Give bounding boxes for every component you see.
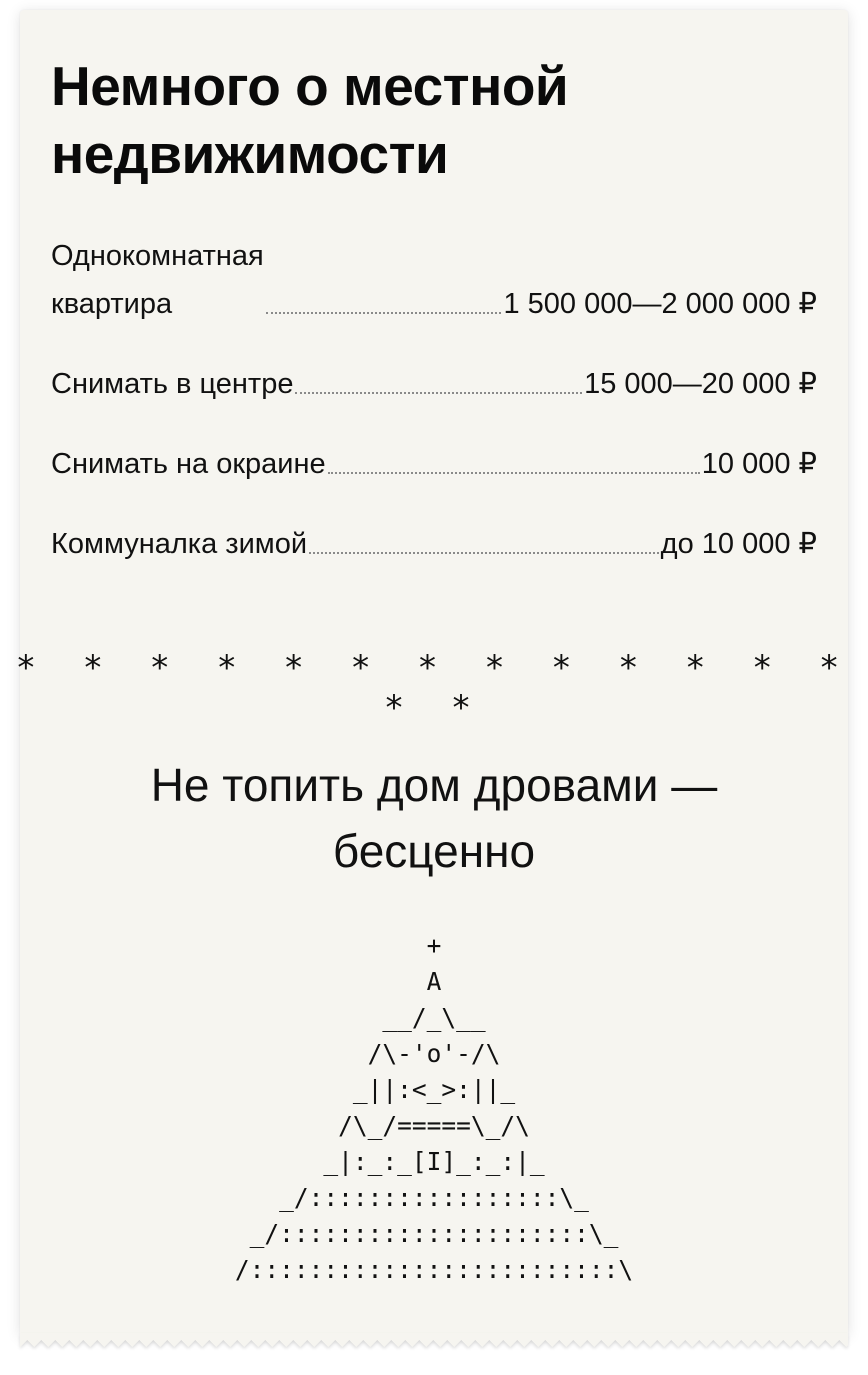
- price-row: [51, 232, 817, 328]
- price-label-line2: квартира: [51, 288, 173, 320]
- price-row: [51, 520, 817, 568]
- dot-leader: [295, 392, 582, 394]
- ascii-art-church: + A __/_\__ /\-'o'-/\ _||:<_>:||_ /\_/=====\_/\ _|:_:_[I]_:_:|_ _/:::::::::::::::::\_ _/:::::::::::::::::::::\_ /:::::::::::::::::::::::::\: [234, 931, 634, 1284]
- price-label: Коммуналка зимой: [51, 528, 308, 560]
- price-value: 1 500 000—2 000 000 ₽: [503, 288, 817, 320]
- price-row: [51, 440, 817, 488]
- price-list: [51, 232, 817, 568]
- price-value: до 10 000 ₽: [660, 528, 817, 560]
- tagline-line2: бесценно: [332, 825, 536, 877]
- price-label-line1: Однокомнатная: [51, 240, 264, 272]
- torn-edge: [20, 1333, 848, 1347]
- price-label: Снимать на окраине: [51, 448, 326, 480]
- star-divider: * * * * * * * * * * * * * * *: [15, 648, 853, 728]
- tagline: [0, 752, 868, 884]
- dot-leader: [328, 472, 700, 474]
- page-title: Немного о местной недвижимости: [51, 55, 569, 185]
- price-row: [51, 360, 817, 408]
- dot-leader: [266, 312, 502, 314]
- price-value: 15 000—20 000 ₽: [584, 368, 817, 400]
- price-label: [51, 232, 264, 328]
- dot-leader: [309, 552, 659, 554]
- price-value: 10 000 ₽: [701, 448, 817, 480]
- price-label: Снимать в центре: [51, 368, 294, 400]
- tagline-line1: Не топить дом дровами —: [150, 759, 718, 811]
